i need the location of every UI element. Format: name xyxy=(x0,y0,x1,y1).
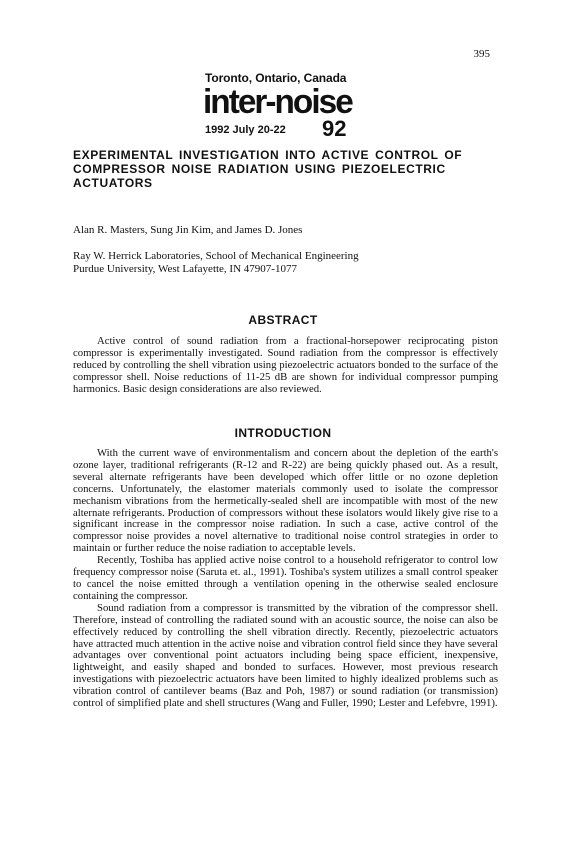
abstract-heading: ABSTRACT xyxy=(248,313,318,327)
paper-title: EXPERIMENTAL INVESTIGATION INTO ACTIVE CONTROL OF COMPRESSOR NOISE RADIATION USING PIEZOELECTRIC ACTUATORS xyxy=(73,148,463,190)
introduction-paragraph: With the current wave of environmentalism and concern about the depletion of the earth's ozone layer, traditional refrigerants (R-12 and R-22) are being quickly phased out. As a result, several alternate refrigerants have been developed which offer little or no ozone depletion concerns. Unfortunately, the elastomer materials commonly used to isolate the compressor mechanism vibrations from the hermetically-sealed shell are incompatible with most of the new alternate refrigerants. Production of compressors without these isolators would likely give rise to a significant increase in the compressor noise radiation. In such a case, active control of the compressor noise provides a novel alternative to traditional noise control strategies in order to maintain or further reduce the noise radiation to acceptable levels. xyxy=(73,447,498,555)
abstract-paragraph: Active control of sound radiation from a fractional-horsepower reciprocating piston compressor is experimentally investigated. Sound radiation from the compressor is effectively reduced by controlling the shell vibration using piezoelectric actuators bonded to the surface of the compressor shell. Noise reductions of 11-25 dB are shown for individual compressor pumping harmonics. Basic design considerations are also reviewed. xyxy=(73,335,498,395)
affiliation-line: Purdue University, West Lafayette, IN 47907-1077 xyxy=(73,263,297,275)
introduction-heading: INTRODUCTION xyxy=(234,426,332,440)
introduction-paragraph: Sound radiation from a compressor is transmitted by the vibration of the compressor shell. Therefore, instead of controlling the radiated sound with an acoustic source, the noise can also be effectively reduced by controlling the shell vibration directly. Recently, piezoelectric actuators have attracted much attention in the active noise and vibration control field since they have several advantages over conventional point actuators including being space efficient, inexpensive, lightweight, and easily shaped and bonded to surfaces. However, most previous research investigations with piezoelectric actuators have been limited to highly idealized problems such as vibration control of cantilever beams (Baz and Poh, 1987) or sound radiation (or transmission) control of simplified plate and shell structures (Wang and Fuller, 1990; Lester and Lefebvre, 1991). xyxy=(73,601,498,710)
introduction-body xyxy=(73,448,498,710)
introduction-paragraph: Recently, Toshiba has applied active noise control to a household refrigerator to control low frequency compressor noise (Saruta et. al., 1991). Toshiba's system utilizes a small control speaker to cancel the noise emitted through a ventilation opening in the otherwise sealed enclosure containing the compressor. xyxy=(73,554,498,602)
abstract-body xyxy=(73,336,498,396)
conference-dates: 1992 July 20-22 xyxy=(205,124,286,136)
paper-authors: Alan R. Masters, Sung Jin Kim, and James D. Jones xyxy=(73,224,303,236)
conference-location: Toronto, Ontario, Canada xyxy=(205,71,347,85)
conference-logo: inter-noise xyxy=(203,83,352,121)
page-number: 395 xyxy=(473,48,490,60)
paper-affiliation xyxy=(73,250,359,276)
affiliation-line: Ray W. Herrick Laboratories, School of Mechanical Engineering xyxy=(73,250,359,262)
conference-year: 92 xyxy=(322,116,347,141)
